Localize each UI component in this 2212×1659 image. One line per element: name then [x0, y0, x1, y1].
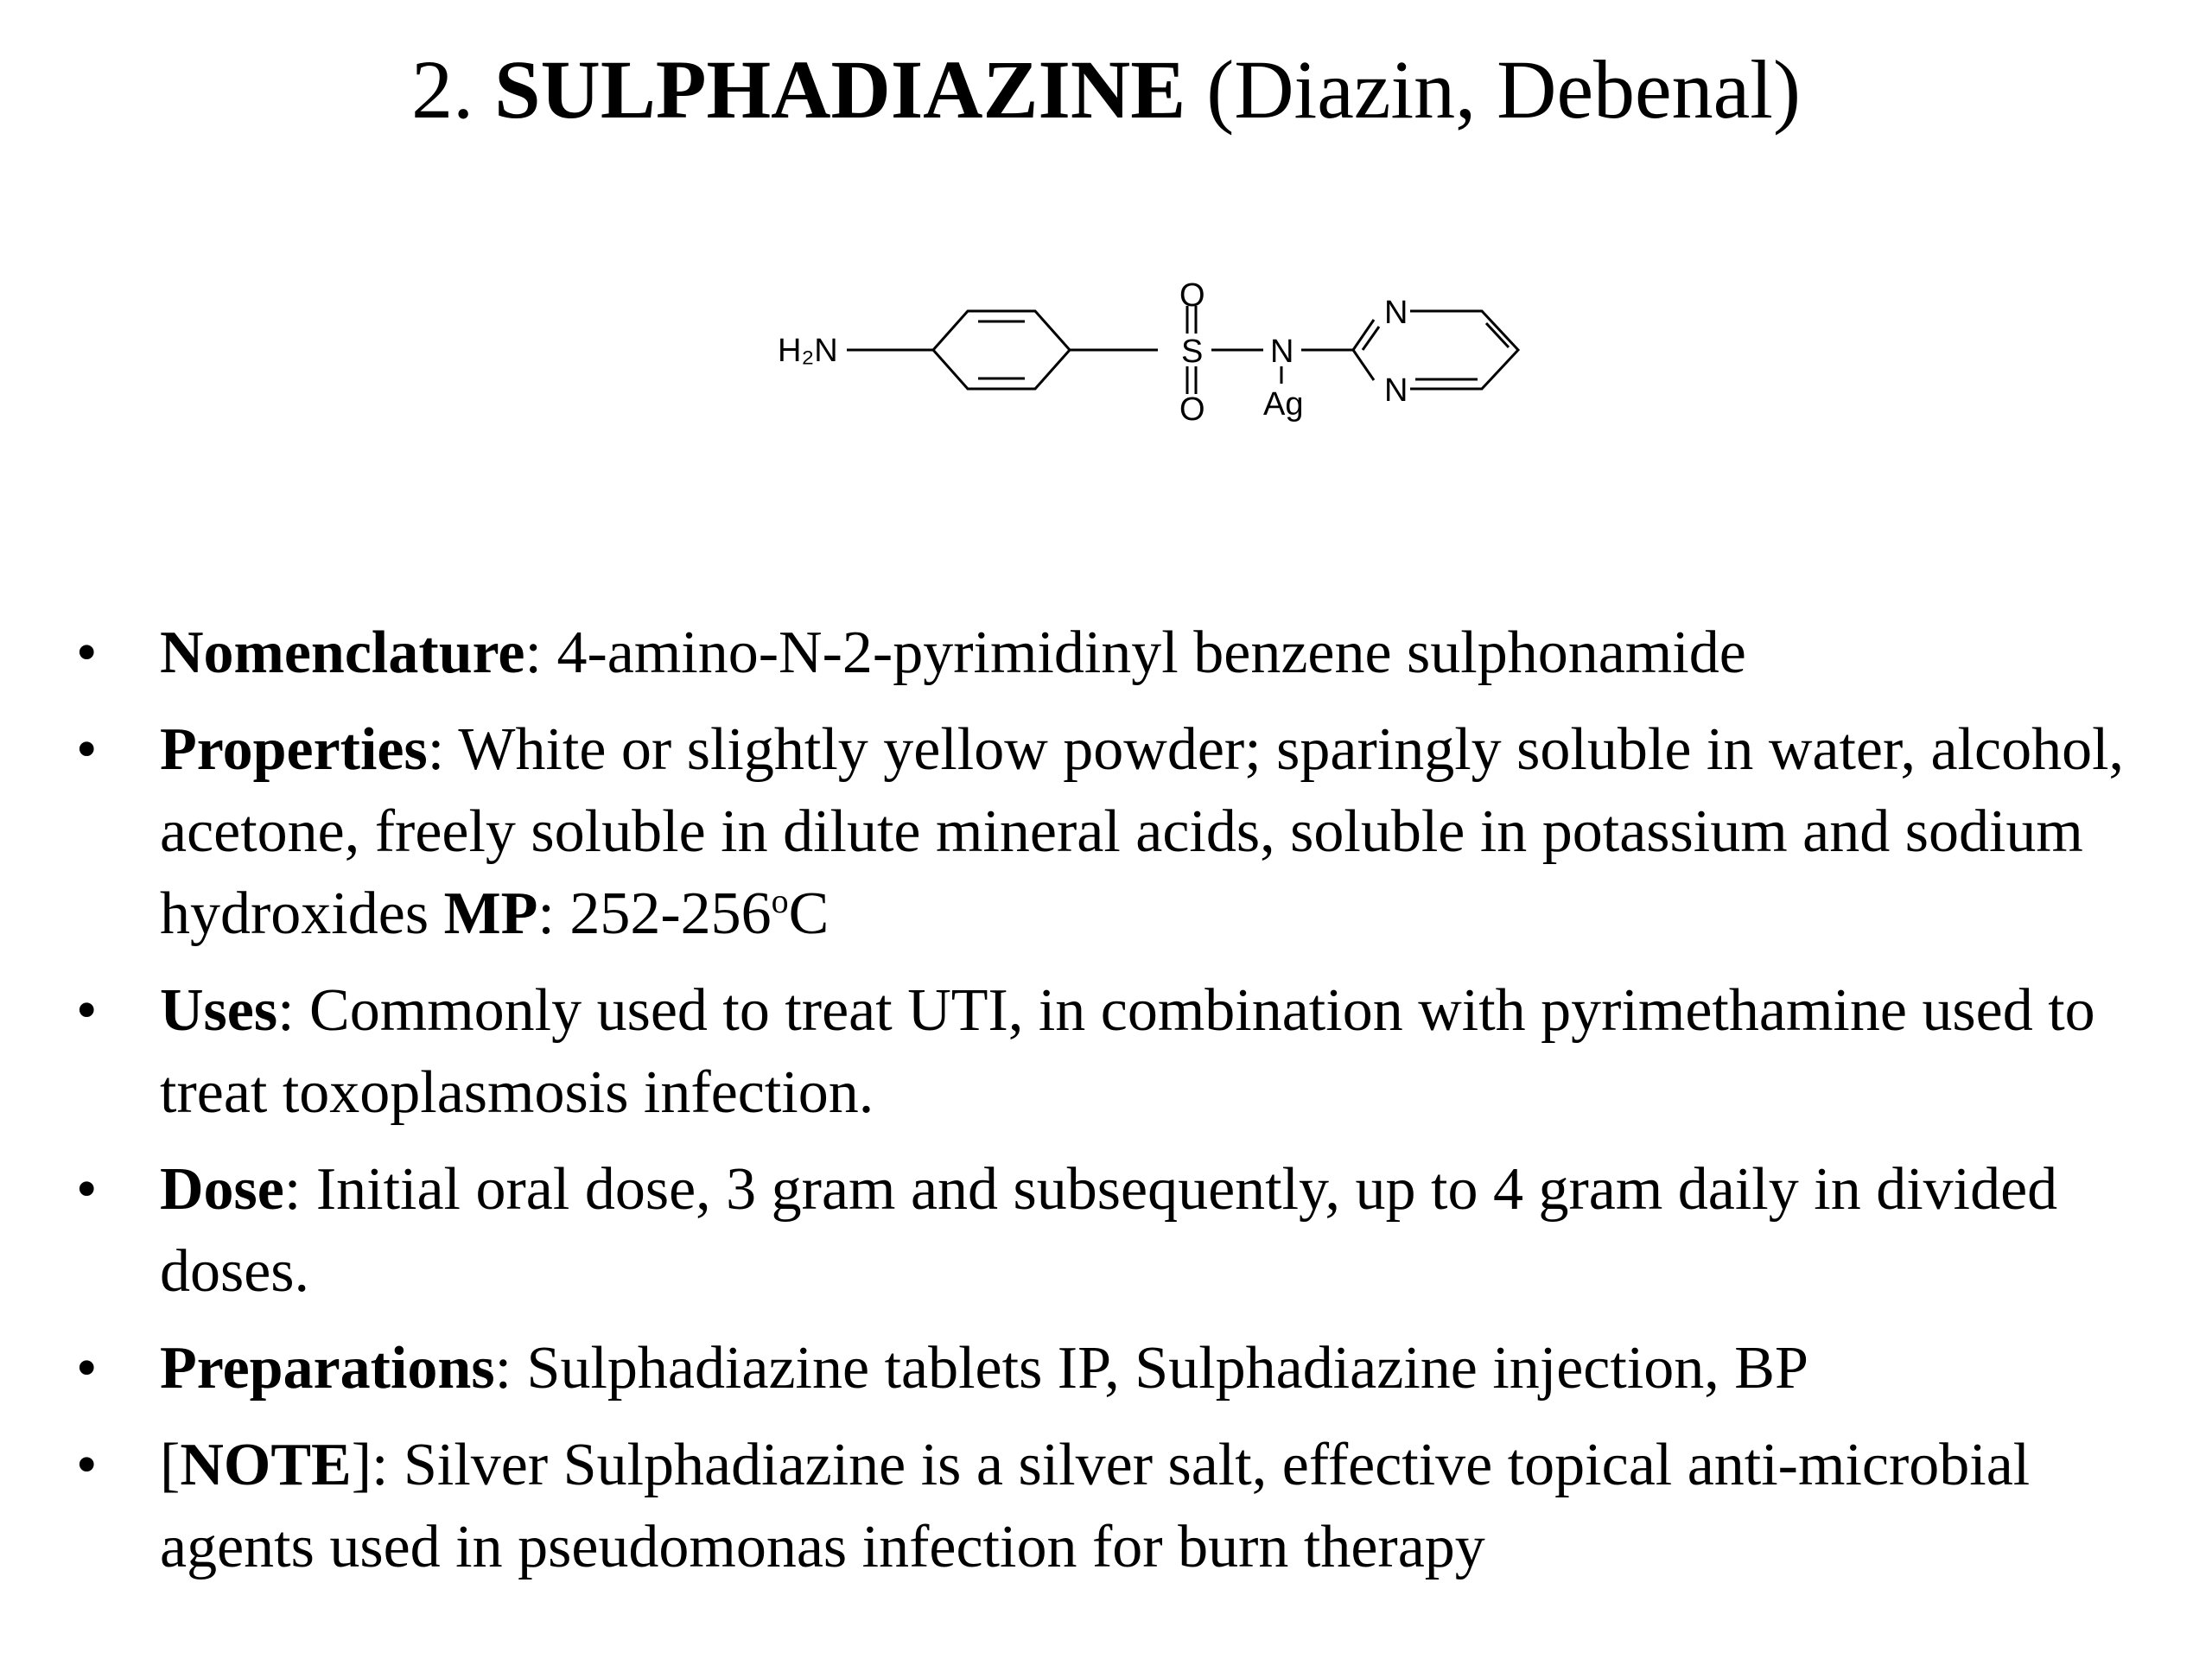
title-drug-name: SULPHADIAZINE	[494, 43, 1186, 136]
bullet-point: •	[76, 1335, 98, 1402]
melting-point-label: MP	[443, 880, 538, 947]
pyrimidine-bond-1	[1353, 320, 1374, 350]
slide-title	[0, 35, 2212, 145]
amine-group-label: H₂N	[778, 333, 838, 369]
bullet-point: •	[76, 620, 98, 686]
silver-sulphadiazine-structure-diagram	[760, 276, 1555, 432]
title-number: 2.	[411, 43, 474, 136]
bullet-point: •	[76, 1156, 98, 1223]
bullet-uses	[69, 969, 2160, 1134]
note-open-bracket: [	[160, 1432, 181, 1498]
pyrimidine-double-bond-1	[1363, 327, 1379, 350]
dose-text: : Initial oral dose, 3 gram and subsequently, up to 4 gram daily in divided doses.	[160, 1156, 2058, 1305]
nitrogen-label: N	[1270, 334, 1294, 370]
sulfur-label: S	[1181, 334, 1204, 370]
title-synonyms: (Diazin, Debenal)	[1206, 43, 1801, 136]
pyrimidine-bond-2	[1353, 350, 1374, 380]
nomenclature-label: Nomenclature	[160, 620, 525, 686]
pyrimidine-nitrogen-top-label: N	[1384, 295, 1408, 331]
dose-label: Dose	[160, 1156, 284, 1223]
degree-symbol: o	[771, 881, 789, 920]
nomenclature-text: : 4-amino-N-2-pyrimidinyl benzene sulphonamide	[524, 620, 1746, 686]
preparations-text: : Sulphadiazine tablets IP, Sulphadiazine injection, BP	[494, 1335, 1808, 1402]
bullet-point: •	[76, 977, 98, 1044]
silver-label: Ag	[1263, 386, 1304, 423]
bullet-nomenclature	[69, 612, 2160, 694]
drug-details-list	[69, 612, 2160, 1603]
pyrimidine-ring-body	[1410, 311, 1518, 389]
bullet-preparations	[69, 1327, 2160, 1409]
properties-label: Properties	[160, 716, 428, 783]
pyrimidine-nitrogen-bottom-label: N	[1384, 372, 1408, 409]
properties-text: : White or slightly yellow powder; sparingly soluble in water, alcohol, acetone, freely soluble in dilute mineral acids, soluble in potassium and sodium hydroxides	[160, 716, 2125, 947]
note-text: : Silver Sulphadiazine is a silver salt, effective topical anti-microbial agents used in pseudomonas infection for burn therapy	[160, 1432, 2031, 1580]
bullet-dose	[69, 1148, 2160, 1313]
uses-text: : Commonly used to treat UTI, in combination with pyrimethamine used to treat toxoplasmosis infection.	[160, 977, 2095, 1126]
oxygen-bottom-label: O	[1179, 391, 1205, 428]
note-label: NOTE	[180, 1432, 352, 1498]
bullet-point: •	[76, 1432, 98, 1498]
note-close-bracket: ]	[351, 1432, 372, 1498]
bullet-point: •	[76, 716, 98, 783]
preparations-label: Preparations	[160, 1335, 495, 1402]
melting-point-value: : 252-256	[537, 880, 772, 947]
bullet-note	[69, 1424, 2160, 1588]
uses-label: Uses	[160, 977, 278, 1044]
oxygen-top-label: O	[1179, 277, 1205, 314]
chemical-structure	[760, 276, 1555, 432]
melting-point-unit: C	[788, 880, 830, 947]
bullet-properties	[69, 709, 2160, 955]
